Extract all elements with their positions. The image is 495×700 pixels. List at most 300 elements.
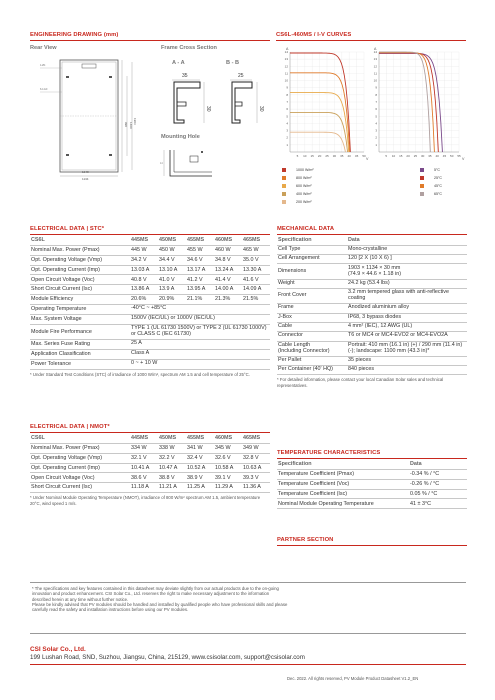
legend-label: 45°C — [434, 183, 443, 188]
nmot-cell-value: 38.9 V — [186, 473, 214, 483]
mounting-hole-label: Mounting Hole — [161, 134, 200, 140]
mech-cell-value: T6 or MC4 or MC4-EVO2 or MC4-EVO2A — [347, 332, 467, 341]
stc-cell-value: 34.6 V — [186, 255, 214, 265]
legend-label: 200 W/m² — [296, 199, 312, 204]
x-tick-label: 5 — [385, 154, 388, 158]
stc-cell-label: Operating Temperature — [30, 305, 130, 315]
iv-curve-4 — [290, 132, 346, 152]
table-row — [277, 489, 467, 499]
x-tick-label: 10 — [391, 154, 396, 158]
svg-text:8-14x9: 8-14x9 — [40, 88, 48, 91]
legend-swatch-t0 — [420, 168, 424, 172]
mech-cell-label: Cell Type — [277, 245, 347, 254]
stc-cell-value: 13.95 A — [186, 285, 214, 295]
iv-legend-irradiance — [282, 166, 314, 206]
y-tick-label: 11 — [373, 71, 377, 76]
legend-label: 1000 W/m² — [296, 167, 314, 172]
stc-cell-value: 13.30 A — [242, 265, 270, 275]
dim-1903: 1903 — [133, 118, 137, 125]
mech-cell-value: 3.2 mm tempered glass with anti-reflective coating — [347, 289, 467, 304]
table-row — [30, 463, 270, 473]
table-row — [277, 479, 467, 489]
stc-cell-label: Max. System Voltage — [30, 314, 130, 324]
partner-title: PARTNER SECTION — [277, 537, 334, 543]
nmot-cell-value: 345 W — [214, 443, 242, 453]
table-row — [277, 366, 467, 375]
nmot-cell-value: 11.29 A — [214, 483, 242, 493]
x-tick-label: 30 — [332, 154, 337, 158]
y-tick-label: 10 — [284, 78, 288, 83]
mech-cell-label: J-Box — [277, 313, 347, 322]
stc-title: ELECTRICAL DATA | STC* — [30, 226, 105, 232]
footer-address: 199 Lushan Road, SND, Suzhou, Jiangsu, China, 215129, www.csisolar.com, support@csisolar.com — [30, 654, 305, 661]
temp-cell-value: 0.05 % / °C — [409, 489, 467, 499]
nmot-header: CS6L — [30, 434, 130, 443]
table-row — [30, 324, 270, 339]
svg-text:14: 14 — [160, 162, 163, 165]
svg-text:4-Ø4: 4-Ø4 — [40, 64, 46, 67]
mech-cell-value: 120 [2 X (10 X 6) ] — [347, 255, 467, 264]
stc-cell-value: 0 ~ + 10 W — [130, 359, 270, 369]
nmot-cell-value: 11.21 A — [158, 483, 186, 493]
stc-cell-value: 450 W — [158, 245, 186, 255]
stc-cell-value: 41.2 V — [186, 275, 214, 285]
y-tick-label: 8 — [375, 92, 377, 97]
stc-cell-value: TYPE 1 (UL 61730 1500V) or TYPE 2 (UL 61730 1000V) or CLASS C (IEC 61730) — [130, 324, 270, 339]
y-tick-label: 12 — [284, 64, 288, 69]
x-tick-label: 35 — [340, 154, 344, 158]
stc-cell-value: 40.8 V — [130, 275, 158, 285]
stc-cell-value: 34.2 V — [130, 255, 158, 265]
y-tick-label: 13 — [284, 57, 288, 62]
stc-cell-value: 20.6% — [130, 295, 158, 305]
stc-cell-value: Class A — [130, 349, 270, 359]
stc-cell-value: 13.03 A — [130, 265, 158, 275]
legend-item — [420, 174, 442, 182]
stc-cell-value: 455 W — [186, 245, 214, 255]
table-row — [30, 473, 270, 483]
table-row — [30, 275, 270, 285]
y-tick-label: 7 — [286, 100, 288, 104]
nmot-cell-label: Open Circuit Voltage (Voc) — [30, 473, 130, 483]
nmot-title: ELECTRICAL DATA | NMOT* — [30, 424, 110, 430]
nmot-cell-label: Opt. Operating Current (Imp) — [30, 463, 130, 473]
section-b-label: B - B — [226, 60, 240, 66]
iv-curves-chart — [276, 44, 471, 164]
legend-item — [420, 166, 442, 174]
stc-cell-value: 14.09 A — [242, 285, 270, 295]
mech-cell-label: Frame — [277, 304, 347, 313]
legend-swatch-t2 — [420, 184, 424, 188]
table-row — [277, 304, 467, 313]
legend-item — [420, 182, 442, 190]
stc-cell-value: 460 W — [214, 245, 242, 255]
nmot-cell-value: 11.25 A — [186, 483, 214, 493]
y-tick-label: 5 — [286, 114, 288, 119]
iv-curve-2 — [290, 93, 349, 152]
stc-cell-label: Module Fire Performance — [30, 324, 130, 339]
table-row — [30, 295, 270, 305]
nmot-cell-value: 32.1 V — [130, 453, 158, 463]
x-tick-label: 25 — [325, 154, 329, 158]
mech-cell-label: Per Container (40' HQ) — [277, 366, 347, 375]
mech-header: Specification — [277, 236, 347, 245]
y-tick-label: 1 — [375, 142, 377, 147]
temp-cell-label: Temperature Coefficient (Voc) — [277, 479, 409, 489]
nmot-table-wrap — [30, 434, 270, 506]
x-tick-label: 30 — [420, 154, 425, 158]
stc-cell-value: 21.5% — [242, 295, 270, 305]
nmot-cell-value: 10.52 A — [186, 463, 214, 473]
legend-label: 5°C — [434, 167, 441, 172]
stc-cell-value: 13.86 A — [130, 285, 158, 295]
stc-cell-value: 465 W — [242, 245, 270, 255]
mech-cell-value: Mono-crystalline — [347, 245, 467, 254]
legend-label: 800 W/m² — [296, 175, 312, 180]
stc-cell-label: Module Efficiency — [30, 295, 130, 305]
table-row — [277, 341, 467, 356]
nmot-header-row — [30, 434, 270, 443]
temp-cell-value: -0.34 % / °C — [409, 469, 467, 479]
stc-cell-value: 35.0 V — [242, 255, 270, 265]
stc-header: 465MS — [242, 236, 270, 245]
partner-rule — [277, 545, 467, 546]
stc-header: 450MS — [158, 236, 186, 245]
y-tick-label: 1 — [286, 142, 288, 147]
iv-left-ylabel: A — [286, 47, 289, 51]
stc-cell-value: 34.4 V — [158, 255, 186, 265]
legend-item — [282, 190, 314, 198]
y-tick-label: 3 — [286, 128, 288, 133]
dim-25: 25 — [238, 73, 244, 79]
table-row — [277, 245, 467, 254]
temp-table — [277, 460, 467, 509]
temp-cell-label: Temperature Coefficient (Isc) — [277, 489, 409, 499]
mech-header: Data — [347, 236, 467, 245]
nmot-cell-value: 11.36 A — [242, 483, 270, 493]
table-row — [277, 322, 467, 331]
iv-curve-0 — [379, 53, 442, 152]
legend-item — [282, 182, 314, 190]
nmot-cell-value: 341 W — [186, 443, 214, 453]
table-row — [277, 499, 467, 509]
nmot-cell-value: 38.8 V — [158, 473, 186, 483]
table-row — [30, 359, 270, 369]
mech-table-wrap — [277, 236, 467, 388]
temp-cell-value: -0.26 % / °C — [409, 479, 467, 489]
table-row — [277, 332, 467, 341]
dim-1134: 1134 — [82, 177, 89, 181]
nmot-note: * Under Nominal Module Operating Temperature (NMOT), irradiance of 800 W/m² spectrum AM 1.5, ambient temperature 20°C, wind speed 1 m/s. — [30, 495, 261, 506]
temp-rule — [277, 458, 467, 459]
nmot-header: 460MS — [214, 434, 242, 443]
mech-cell-label: Cable Length (Including Connector) — [277, 341, 347, 356]
stc-cell-label: Application Classification — [30, 349, 130, 359]
nmot-cell-value: 334 W — [130, 443, 158, 453]
nmot-cell-value: 39.1 V — [214, 473, 242, 483]
stc-cell-label: Opt. Operating Voltage (Vmp) — [30, 255, 130, 265]
legend-label: 600 W/m² — [296, 183, 312, 188]
legend-label: 400 W/m² — [296, 191, 312, 196]
mech-rule — [277, 234, 467, 235]
frame-cross-drawing — [160, 68, 275, 138]
iv-legend-temperature — [420, 166, 442, 198]
nmot-header: 455MS — [186, 434, 214, 443]
table-row — [277, 469, 467, 479]
stc-cell-value: 41.6 V — [242, 275, 270, 285]
x-tick-label: 45 — [442, 154, 447, 158]
stc-cell-value: 21.3% — [214, 295, 242, 305]
dim-1400: 1400 — [129, 122, 133, 129]
x-tick-label: 10 — [303, 154, 307, 158]
legend-swatch-0 — [282, 168, 286, 172]
x-tick-label: 55 — [457, 154, 461, 158]
nmot-cell-value: 38.6 V — [130, 473, 158, 483]
mounting-hole-drawing — [160, 142, 230, 182]
table-row — [277, 289, 467, 304]
legend-swatch-t3 — [420, 192, 424, 196]
y-tick-label: 14 — [284, 50, 288, 54]
temp-table-wrap — [277, 460, 467, 509]
table-row — [30, 265, 270, 275]
legend-swatch-2 — [282, 184, 286, 188]
y-tick-label: 9 — [286, 85, 288, 90]
legend-item — [420, 190, 442, 198]
x-tick-label: 15 — [310, 154, 314, 158]
stc-cell-value: -40°C ~ +85°C — [130, 305, 270, 315]
y-tick-label: 9 — [375, 85, 377, 90]
temp-header: Specification — [277, 460, 409, 469]
table-row — [30, 443, 270, 453]
stc-header-row — [30, 236, 270, 245]
rear-view-drawing — [30, 52, 140, 182]
y-tick-label: 6 — [286, 107, 288, 112]
legend-label: 25°C — [434, 175, 443, 180]
table-row — [30, 349, 270, 359]
stc-cell-value: 1500V (IEC/UL) or 1000V (IEC/UL) — [130, 314, 270, 324]
nmot-rule — [30, 432, 270, 433]
mech-header-row — [277, 236, 467, 245]
footer-rule — [30, 664, 466, 665]
legend-label: 65°C — [434, 191, 443, 196]
nmot-header: 445MS — [130, 434, 158, 443]
iv-rule — [276, 40, 466, 41]
mech-cell-label: Per Pallet — [277, 356, 347, 365]
legend-swatch-1 — [282, 176, 286, 180]
mech-cell-value: 840 pieces — [347, 366, 467, 375]
stc-cell-label: Opt. Operating Current (Imp) — [30, 265, 130, 275]
table-row — [30, 255, 270, 265]
temp-title: TEMPERATURE CHARACTERISTICS — [277, 450, 381, 456]
legend-swatch-t1 — [420, 176, 424, 180]
table-row — [277, 279, 467, 288]
y-tick-label: 14 — [373, 50, 377, 54]
nmot-cell-value: 10.63 A — [242, 463, 270, 473]
nmot-cell-value: 349 W — [242, 443, 270, 453]
x-tick-label: 15 — [399, 154, 403, 158]
table-row — [30, 483, 270, 493]
mech-cell-label: Cable — [277, 322, 347, 331]
mech-cell-value: 35 pieces — [347, 356, 467, 365]
y-tick-label: 12 — [373, 64, 377, 69]
stc-table — [30, 236, 270, 370]
mech-cell-value: Portrait: 410 mm (16.1 in) (+) / 290 mm (11.4 in) (-); landscape: 1100 mm (43.3 in)* — [347, 341, 467, 356]
mech-cell-label: Front Cover — [277, 289, 347, 304]
iv-title: CS6L-460MS / I-V CURVES — [276, 32, 352, 38]
nmot-cell-label: Opt. Operating Voltage (Vmp) — [30, 453, 130, 463]
nmot-header: 465MS — [242, 434, 270, 443]
nmot-cell-value: 32.6 V — [214, 453, 242, 463]
nmot-cell-value: 338 W — [158, 443, 186, 453]
mech-cell-value: Anodized aluminium alloy — [347, 304, 467, 313]
nmot-cell-value: 39.3 V — [242, 473, 270, 483]
temp-header: Data — [409, 460, 467, 469]
stc-cell-label: Max. Series Fuse Rating — [30, 339, 130, 349]
stc-cell-label: Nominal Max. Power (Pmax) — [30, 245, 130, 255]
legend-item — [282, 198, 314, 206]
iv-curve-2 — [379, 53, 434, 153]
legend-item — [282, 166, 314, 174]
stc-cell-value: 21.1% — [186, 295, 214, 305]
dim-30b: 30 — [258, 106, 264, 112]
stc-cell-value: 41.0 V — [158, 275, 186, 285]
mech-cell-label: Connector — [277, 332, 347, 341]
x-tick-label: 40 — [435, 154, 439, 158]
nmot-cell-value: 10.41 A — [130, 463, 158, 473]
x-tick-label: 50 — [450, 154, 454, 158]
stc-table-wrap — [30, 236, 270, 377]
dim-990: 990 — [124, 122, 128, 128]
stc-header: 455MS — [186, 236, 214, 245]
mech-cell-value: 1903 × 1134 × 30 mm (74.9 × 44.6 × 1.18 in) — [347, 264, 467, 279]
table-row — [277, 356, 467, 365]
stc-cell-label: Short Circuit Current (Isc) — [30, 285, 130, 295]
y-tick-label: 10 — [373, 78, 377, 83]
footer-company: CSI Solar Co., Ltd. — [30, 646, 86, 653]
table-row — [30, 305, 270, 315]
y-tick-label: 2 — [286, 135, 288, 140]
nmot-cell-value: 32.8 V — [242, 453, 270, 463]
legend-swatch-4 — [282, 200, 286, 204]
table-row — [30, 453, 270, 463]
iv-irradiance-plot — [285, 50, 366, 158]
engineering-title: ENGINEERING DRAWING (mm) — [30, 32, 119, 38]
mech-cell-label: Weight — [277, 279, 347, 288]
y-tick-label: 7 — [375, 100, 377, 104]
nmot-table — [30, 434, 270, 493]
y-tick-label: 5 — [375, 114, 377, 119]
iv-right-xlabel: V — [462, 157, 465, 161]
stc-cell-value: 13.9 A — [158, 285, 186, 295]
y-tick-label: 11 — [284, 71, 288, 76]
temp-header-row — [277, 460, 467, 469]
nmot-cell-value: 11.18 A — [130, 483, 158, 493]
stc-header: 460MS — [214, 236, 242, 245]
stc-rule — [30, 234, 270, 235]
dim-30a: 30 — [205, 106, 211, 112]
nmot-cell-label: Nominal Max. Power (Pmax) — [30, 443, 130, 453]
table-row — [30, 314, 270, 324]
section-a-label: A - A — [172, 60, 185, 66]
y-tick-label: 4 — [286, 121, 288, 126]
nmot-cell-value: 32.2 V — [158, 453, 186, 463]
mech-cell-label: Dimensions — [277, 264, 347, 279]
x-tick-label: 45 — [354, 154, 359, 158]
stc-cell-value: 25 A — [130, 339, 270, 349]
temp-cell-label: Temperature Coefficient (Pmax) — [277, 469, 409, 479]
y-tick-label: 3 — [375, 128, 377, 133]
x-tick-label: 35 — [428, 154, 432, 158]
legend-item — [282, 174, 314, 182]
x-tick-label: 40 — [347, 154, 351, 158]
stc-cell-label: Open Circuit Voltage (Voc) — [30, 275, 130, 285]
stc-cell-value: 34.8 V — [214, 255, 242, 265]
temp-cell-value: 41 ± 3°C — [409, 499, 467, 509]
y-tick-label: 13 — [373, 57, 377, 62]
mech-note: * For detailed information, please contact your local Canadian Solar sales and technical representatives. — [277, 377, 444, 388]
nmot-cell-label: Short Circuit Current (Isc) — [30, 483, 130, 493]
mech-cell-label: Cell Arrangement — [277, 255, 347, 264]
stc-cell-value: 13.17 A — [186, 265, 214, 275]
iv-left-xlabel: V — [366, 157, 369, 161]
table-row — [30, 245, 270, 255]
table-row — [30, 285, 270, 295]
stc-cell-value: 41.4 V — [214, 275, 242, 285]
nmot-cell-value: 10.47 A — [158, 463, 186, 473]
table-row — [277, 264, 467, 279]
x-tick-label: 25 — [413, 154, 418, 158]
stc-header: 445MS — [130, 236, 158, 245]
dim-35: 35 — [182, 73, 188, 79]
table-row — [30, 339, 270, 349]
stc-cell-value: 14.00 A — [214, 285, 242, 295]
dim-1048: 1048 — [82, 170, 89, 174]
y-tick-label: 6 — [375, 107, 377, 112]
iv-temperature-plot — [374, 50, 461, 158]
frame-cross-label: Frame Cross Section — [161, 45, 217, 51]
mech-cell-value: IP68, 3 bypass diodes — [347, 313, 467, 322]
x-tick-label: 20 — [406, 154, 410, 158]
nmot-cell-value: 32.4 V — [186, 453, 214, 463]
stc-cell-label: Power Tolerance — [30, 359, 130, 369]
stc-cell-value: 13.10 A — [158, 265, 186, 275]
y-tick-label: 4 — [375, 121, 377, 126]
y-tick-label: 8 — [286, 92, 288, 97]
stc-header: CS6L — [30, 236, 130, 245]
stc-cell-value: 445 W — [130, 245, 158, 255]
stc-cell-value: 20.9% — [158, 295, 186, 305]
mech-table — [277, 236, 467, 375]
rear-view-label: Rear View — [30, 45, 57, 51]
stc-note: * Under Standard Test Conditions (STC) of irradiance of 1000 W/m², spectrum AM 1.5 and cell temperature of 25°C. — [30, 371, 250, 377]
nmot-header: 450MS — [158, 434, 186, 443]
temp-cell-label: Nominal Module Operating Temperature — [277, 499, 409, 509]
disclaimer-box — [30, 582, 466, 634]
mech-cell-value: 24.2 kg (53.4 lbs) — [347, 279, 467, 288]
x-tick-label: 5 — [296, 154, 299, 158]
nmot-cell-value: 10.58 A — [214, 463, 242, 473]
y-tick-label: 2 — [375, 135, 377, 140]
engineering-rule — [30, 40, 270, 41]
disclaimer-text: * The specifications and key features contained in this datasheet may deviate slightly from our actual products due to the on-going innovation and product enhancement. CSI Solar Co., Ltd. reserves the right to make necessary adjustment to the information described herein at any time without further notice. Please be kindly advised that PV modules should be handled and installed by qualified people who have professional skills and please carefully read the safety and installation instructions before using our PV modules. — [32, 586, 288, 613]
mech-title: MECHANICAL DATA — [277, 226, 335, 232]
iv-right-ylabel: A — [374, 47, 377, 51]
stc-cell-value: 13.24 A — [214, 265, 242, 275]
footer-rights: Dec. 2022. All rights reserved, PV Module Product Datasheet V1.2_EN — [287, 676, 419, 681]
table-row — [277, 255, 467, 264]
x-tick-label: 50 — [362, 154, 366, 158]
table-row — [277, 313, 467, 322]
